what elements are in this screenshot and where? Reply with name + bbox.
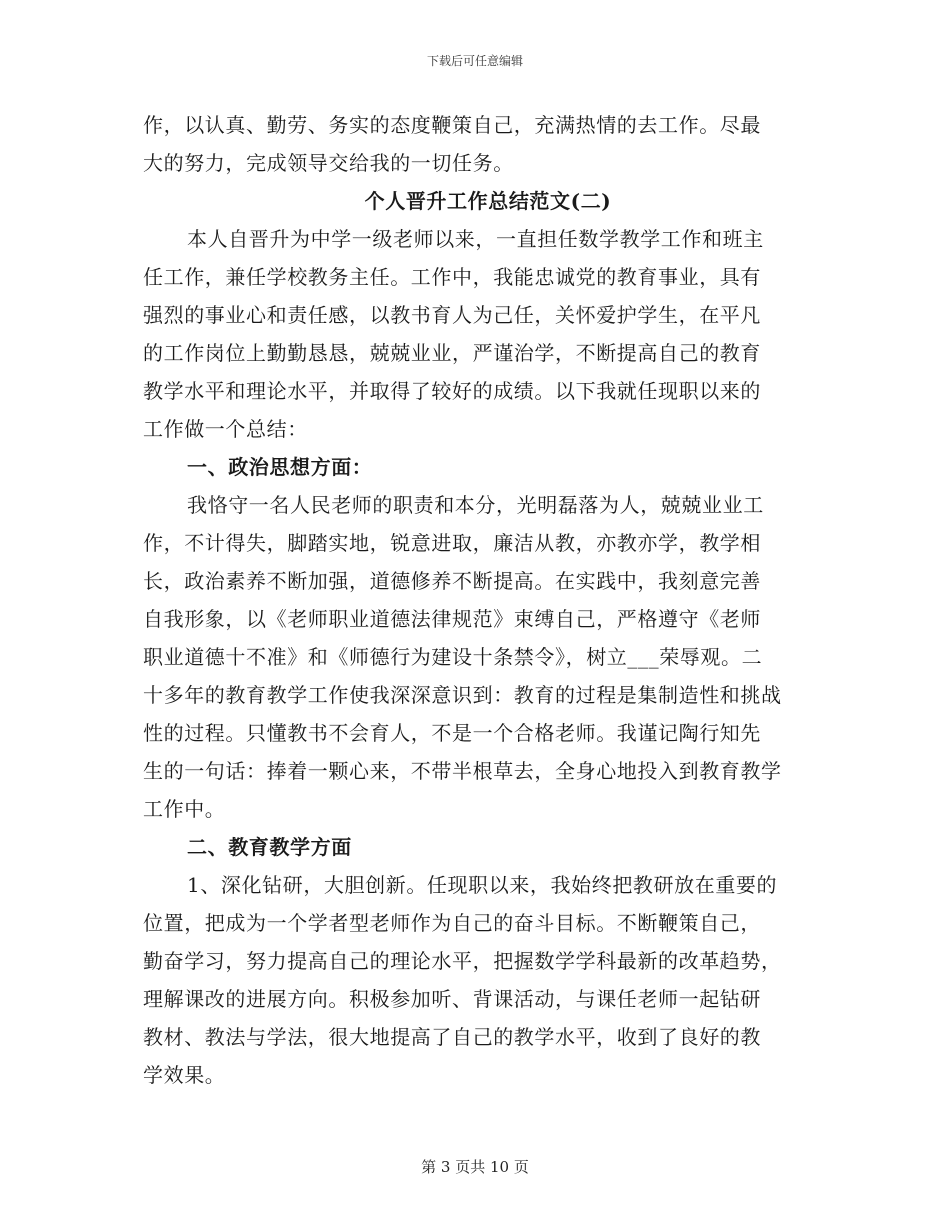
body-line: 自我形象，以《老师职业道德法律规范》束缚自己，严格遵守《老师	[143, 607, 761, 631]
body-line: 强烈的事业心和责任感，以教书育人为己任，关怀爱护学生，在平凡	[143, 303, 761, 327]
body-line: 的工作岗位上勤勤恳恳，兢兢业业，严谨治学，不断提高自己的教育	[143, 341, 761, 365]
body-line: 位置，把成为一个学者型老师作为自己的奋斗目标。不断鞭策自己，	[143, 911, 761, 935]
body-line: 1、深化钻研，大胆创新。任现职以来，我始终把教研放在重要的	[187, 873, 778, 897]
document-body	[143, 106, 807, 1094]
section-title: 个人晋升工作总结范文(二)	[364, 189, 612, 213]
body-line: 勤奋学习，努力提高自己的理论水平，把握数学学科最新的改革趋势，	[143, 949, 782, 973]
body-line: 大的努力，完成领导交给我的一切任务。	[143, 151, 514, 175]
body-line: 生的一句话：捧着一颗心来，不带半根草去，全身心地投入到教育教学	[143, 759, 782, 783]
body-line: 作，以认真、勤劳、务实的态度鞭策自己，充满热情的去工作。尽最	[143, 113, 761, 137]
body-line: 长，政治素养不断加强，道德修养不断提高。在实践中，我刻意完善	[143, 569, 761, 593]
body-line: 理解课改的进展方向。积极参加听、背课活动，与课任老师一起钻研	[143, 987, 761, 1011]
body-line: 工作中。	[143, 797, 226, 821]
body-line: 工作做一个总结：	[143, 417, 308, 441]
section-heading: 一、政治思想方面：	[187, 455, 373, 479]
page-footer: 第 3 页共 10 页	[421, 1158, 529, 1176]
body-line: 任工作，兼任学校教务主任。工作中，我能忠诚党的教育事业，具有	[143, 265, 761, 289]
body-line: 我恪守一名人民老师的职责和本分，光明磊落为人，兢兢业业工	[187, 493, 764, 517]
body-line: 职业道德十不准》和《师德行为建设十条禁令》，树立___荣辱观。二	[143, 645, 763, 669]
body-line: 十多年的教育教学工作使我深深意识到：教育的过程是集制造性和挑战	[143, 683, 782, 707]
body-line: 作，不计得失，脚踏实地，锐意进取，廉洁从教，亦教亦学，教学相	[143, 531, 761, 555]
body-line: 教材、教法与学法，很大地提高了自己的教学水平，收到了良好的教	[143, 1025, 761, 1049]
body-line: 教学水平和理论水平，并取得了较好的成绩。以下我就任现职以来的	[143, 379, 761, 403]
section-heading: 二、教育教学方面	[187, 835, 352, 859]
body-line: 学效果。	[143, 1063, 226, 1087]
body-line: 本人自晋升为中学一级老师以来，一直担任数学教学工作和班主	[187, 227, 764, 251]
page-header: 下载后可任意编辑	[426, 54, 523, 68]
body-line: 性的过程。只懂教书不会育人，不是一个合格老师。我谨记陶行知先	[143, 721, 761, 745]
